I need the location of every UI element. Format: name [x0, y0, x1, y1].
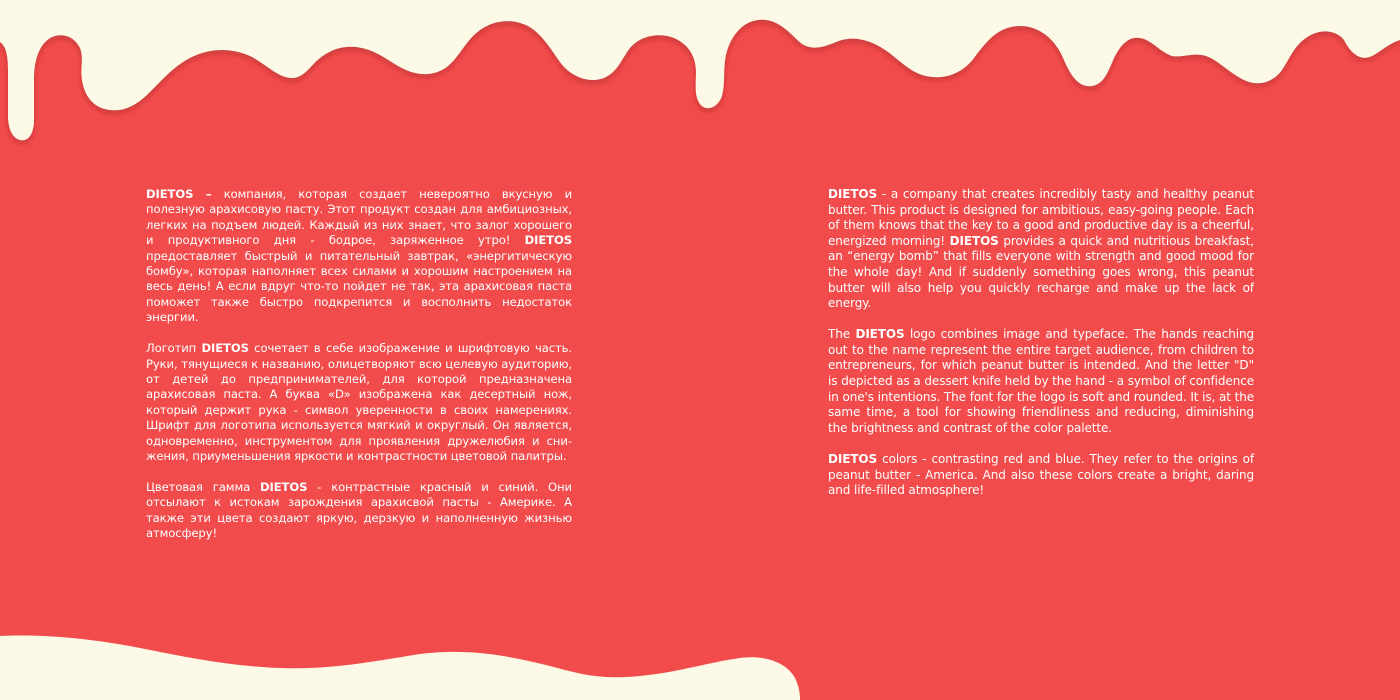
paragraph-text: предоставляет быстрый и питательный завтрак, «энергитическую бомбу», которая наполняет всех силами и хорошим настроением на весь день! А если вдруг что-то пойдет не так, эта арахисовая паста поможет также быстро подкрепится и восполнить недостаток энергии.	[146, 248, 572, 325]
paragraph-text: The	[828, 327, 856, 342]
paragraph-text: Цветовая гамма	[146, 479, 260, 494]
brand-name: DIETOS	[201, 341, 249, 356]
english-paragraph-logo	[828, 327, 1254, 436]
brand-name: DIETOS	[260, 479, 308, 494]
russian-text-column	[146, 187, 572, 557]
paragraph-text: Логотип	[146, 341, 202, 356]
brand-name: DIETOS	[828, 451, 878, 466]
russian-paragraph-logo	[146, 341, 572, 464]
paragraph-text: компания, которая создает невероятно вкусную и полезную арахисовую пасту. Этот продукт создан для амбициозных, легких на подъем людей. Каждый из них знает, что залог хорошего и продуктивного дня - бодрое, заряженное утро!	[146, 187, 572, 248]
russian-paragraph-intro	[146, 187, 572, 326]
brand-name: DIETOS	[828, 187, 878, 201]
brand-name: DIETOS	[524, 233, 572, 248]
paragraph-text: provides a quick and nutritious breakfast, an “energy bomb” that fills everyone with strength and good mood for the whole day! And if suddenly something goes wrong, this peanut butter will also help you quickly recharge and make up the lack of energy.	[828, 233, 1254, 311]
russian-paragraph-colors	[146, 480, 572, 542]
top-cream-drip	[0, 0, 1400, 160]
paragraph-text: - контрастные красный и синий. Они отсылают к истокам зарождения арахисвой пасты - Америке. А также эти цвета создают яркую, дерзкую и наполненную жизнью атмосферу!	[146, 479, 572, 541]
english-paragraph-intro	[828, 187, 1254, 312]
brand-name: DIETOS	[949, 233, 999, 248]
paragraph-text: - a company that creates incredibly tasty and healthy peanut butter. This product is designed for ambitious, easy-going people. Each of them knows that the key to a good and productive day is a cheerful, energized morning!	[828, 187, 1254, 248]
paragraph-text: logo combines image and typeface. The hands reaching out to the name represent the entire target audience, from children to entrepreneurs, for which peanut butter is intended. And the letter "D" is depicted as a dessert knife held by the hand - a symbol of confidence in one's intentions. The font for the logo is soft and rounded. It is, at the same time, a tool for showing friendliness and reducing, diminishing the brightness and contrast of the color palette.	[828, 327, 1254, 435]
bottom-cream-drip	[0, 610, 1400, 700]
english-paragraph-colors	[828, 452, 1254, 499]
brand-name: DIETOS –	[146, 187, 212, 201]
brand-name: DIETOS	[855, 327, 905, 342]
english-text-column	[828, 187, 1254, 514]
paragraph-text: сочетает в себе изображение и шрифтовую часть. Руки, тянущиеся к названию, олицетворяют всю целевую аудиторию, от детей до предпринимателей, для которой предназначена арахисовая паста. А буква «D» изображена как десертный нож, который держит рука - символ уверенности в своих намерениях. Шрифт для логотипа используется мягкий и округлый. Он является, одновременно, инструментом для проявления дружелюбия и снижения, приуменьшения яркости и контрастности цветовой палитры.	[146, 341, 572, 463]
paragraph-text: colors - contrasting red and blue. They refer to the origins of peanut butter - America. And also these colors create a bright, daring and life-filled atmosphere!	[828, 451, 1254, 498]
